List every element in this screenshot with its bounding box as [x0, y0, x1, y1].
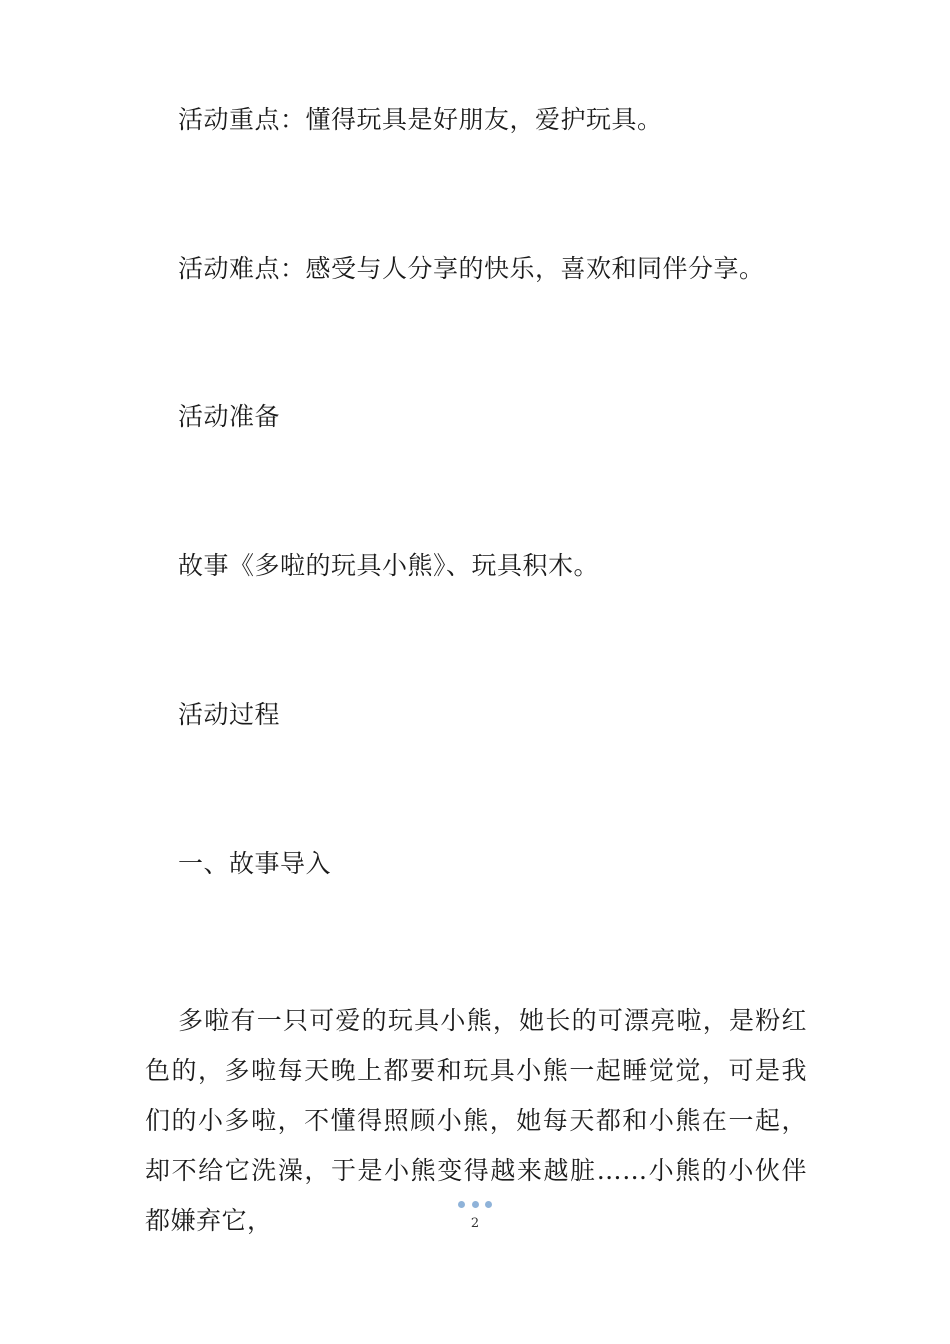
story-paragraph: 多啦有一只可爱的玩具小熊，她长的可漂亮啦，是粉红色的，多啦每天晚上都要和玩具小熊一起睡觉觉，可是我们的小多啦，不懂得照顾小熊，她每天都和小熊在一起，却不给它洗澡，于是小熊变得越来越脏……小熊的小伙伴都嫌弃它，	[145, 1006, 807, 1235]
dot-icon	[472, 1201, 479, 1208]
activity-preparation-heading: 活动准备	[178, 402, 281, 431]
more-content-dots-icon	[458, 1201, 492, 1209]
activity-difficulty-line: 活动难点：感受与人分享的快乐，喜欢和同伴分享。	[178, 254, 765, 283]
activity-focus-line: 活动重点：懂得玩具是好朋友，爱护玩具。	[178, 105, 663, 134]
dot-icon	[458, 1201, 465, 1208]
activity-process-heading: 活动过程	[178, 700, 281, 729]
activity-preparation-content: 故事《多啦的玩具小熊》、玩具积木。	[178, 551, 600, 580]
section-one-heading: 一、故事导入	[178, 849, 332, 878]
page-number: 2	[470, 1216, 480, 1231]
dot-icon	[485, 1201, 492, 1208]
